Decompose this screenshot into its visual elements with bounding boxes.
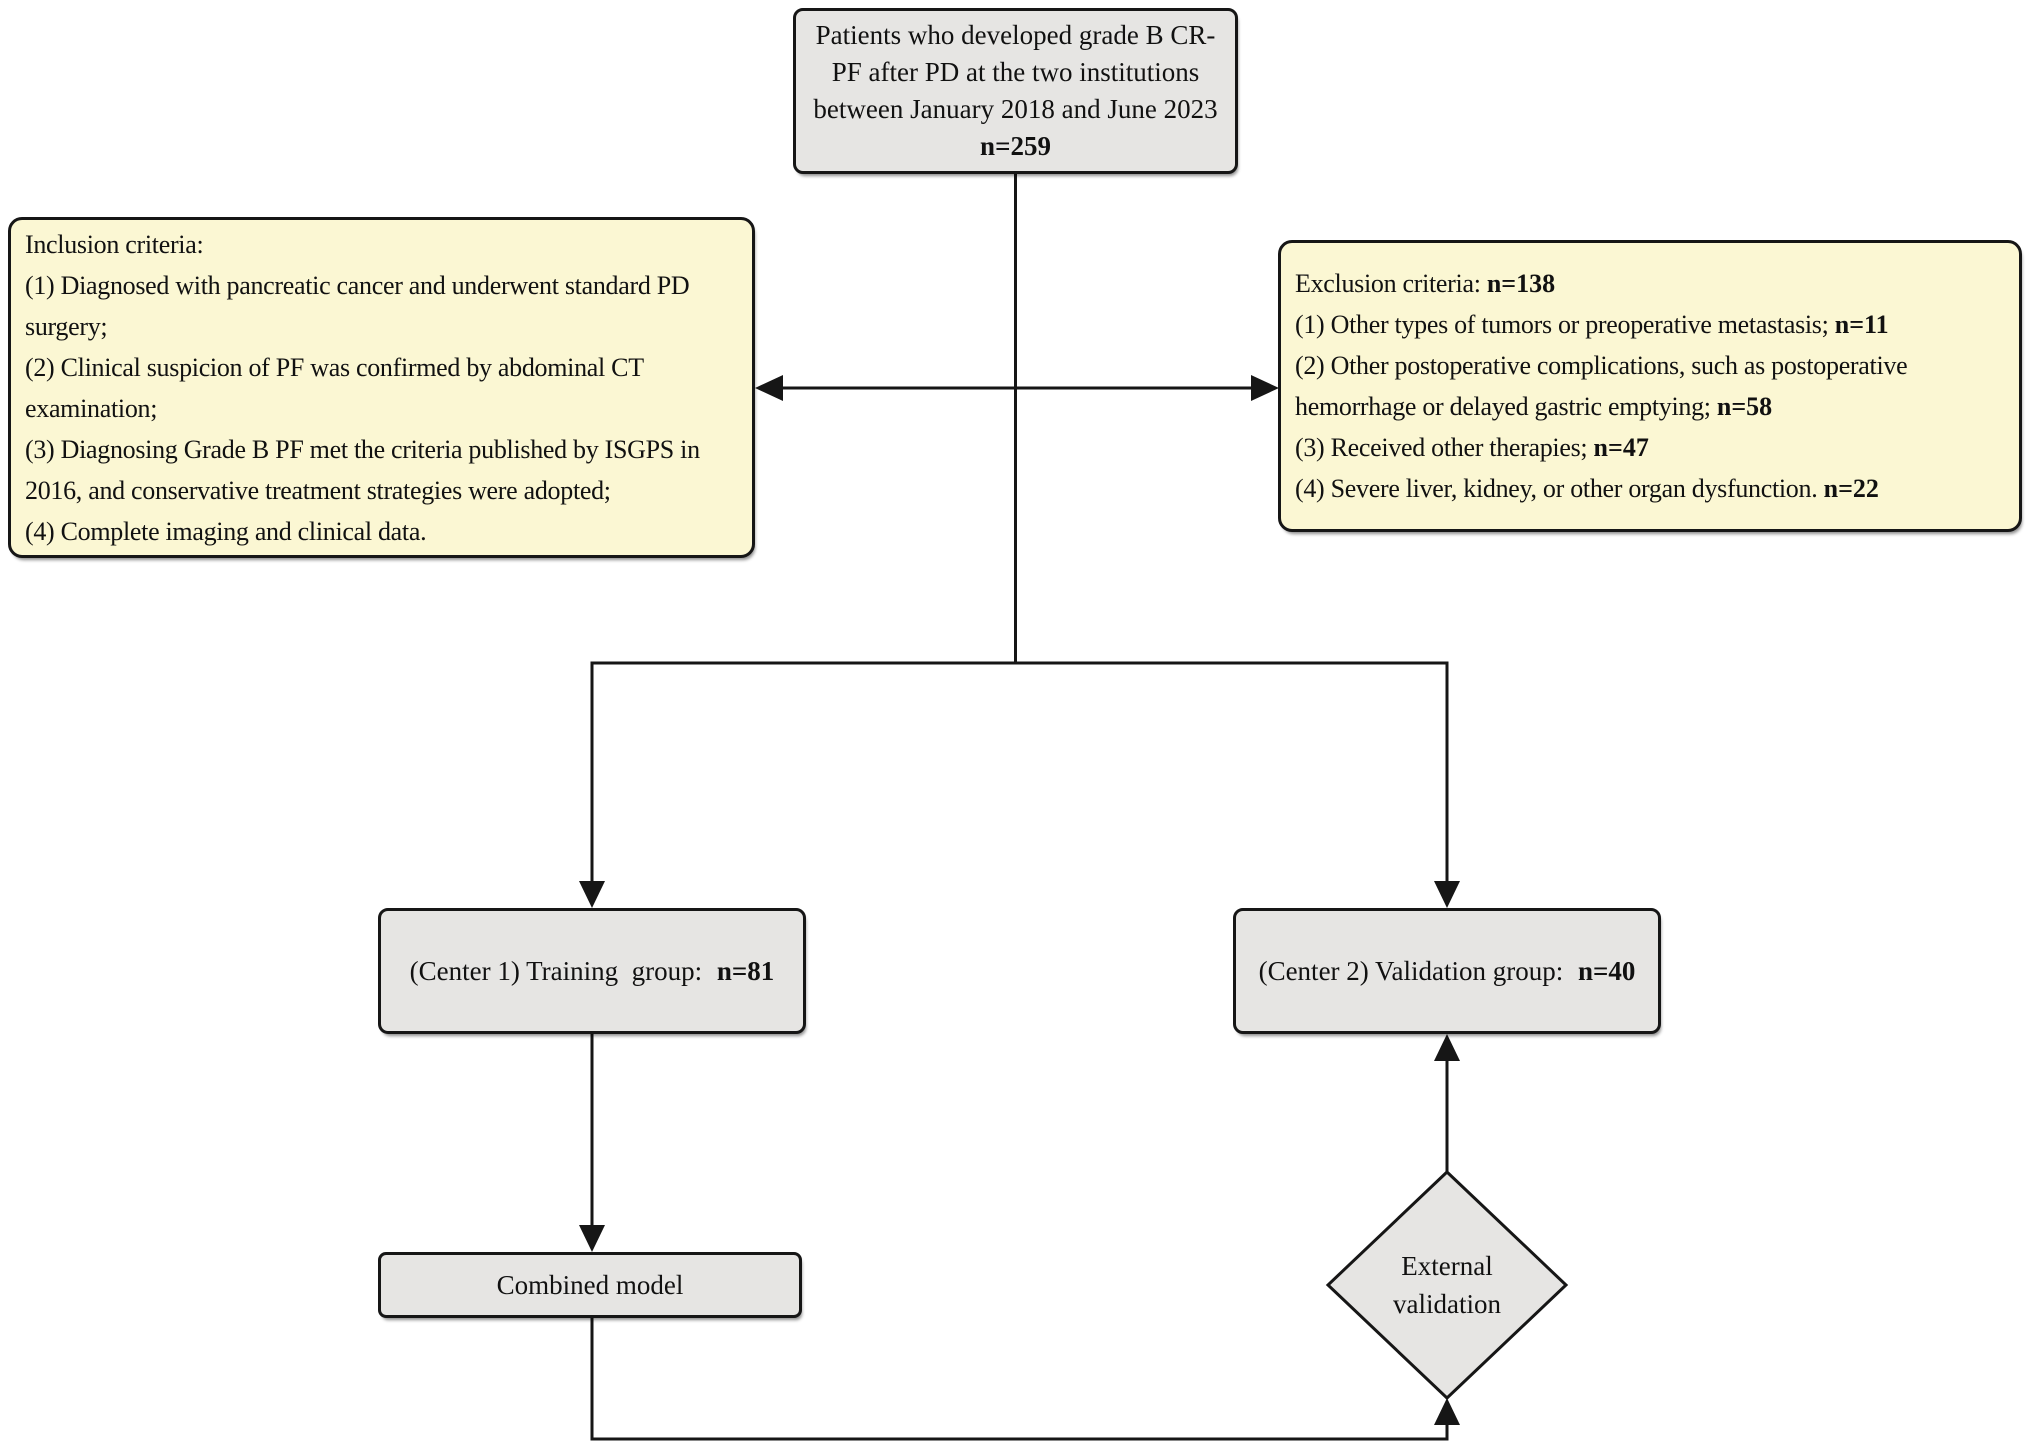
validation-group-count: n=40 <box>1578 955 1636 986</box>
exclusion-item-count: n=22 <box>1823 474 1879 503</box>
validation-group-label: (Center 2) Validation group: <box>1258 955 1571 986</box>
combined-model-label: Combined model <box>496 1269 684 1300</box>
exclusion-item: (3) Received other therapies; n=47 <box>1295 433 1649 462</box>
population-line: Patients who developed grade B CR- <box>815 20 1216 50</box>
exclusion-item: (2) Other postoperative complications, such as postoperative hemorrhage or delayed gastric emptying; n=58 <box>1295 351 1908 421</box>
inclusion-item: (4) Complete imaging and clinical data. <box>25 516 427 546</box>
arrowhead-into-training <box>579 881 605 908</box>
inclusion-item: (2) Clinical suspicion of PF was confirmed by abdominal CT examination; <box>25 352 644 423</box>
inclusion-title: Inclusion criteria: <box>25 229 204 259</box>
arrowhead-up-into-validation <box>1434 1034 1460 1061</box>
external-validation-line2: validation <box>1393 1289 1501 1319</box>
arrowhead-left-to-inclusion <box>755 375 783 401</box>
exclusion-item-count: n=11 <box>1834 310 1889 339</box>
arrowhead-into-combined <box>579 1225 605 1252</box>
connector-combined-to-diamond <box>592 1317 1447 1439</box>
connector-branch <box>592 663 1447 884</box>
inclusion-item: (1) Diagnosed with pancreatic cancer and underwent standard PD surgery; <box>25 270 690 341</box>
population-line: PF after PD at the two institutions <box>831 57 1200 87</box>
exclusion-title-text: Exclusion criteria: <box>1295 269 1481 298</box>
combined-model-box <box>378 1252 802 1318</box>
exclusion-item-count: n=47 <box>1593 433 1649 462</box>
external-validation-label <box>1327 1237 1567 1333</box>
training-group-box <box>378 908 806 1034</box>
training-group-label: (Center 1) Training group: <box>409 955 709 986</box>
population-box <box>793 8 1238 174</box>
population-n-count: n=259 <box>980 131 1051 161</box>
exclusion-item: (1) Other types of tumors or preoperative metastasis; n=11 <box>1295 310 1889 339</box>
exclusion-item-count: n=58 <box>1716 392 1773 421</box>
inclusion-criteria-box <box>8 217 755 558</box>
arrowhead-into-validation <box>1434 881 1460 908</box>
exclusion-item: (4) Severe liver, kidney, or other organ dysfunction. n=22 <box>1295 474 1879 503</box>
exclusion-title <box>1295 263 2005 304</box>
training-group-count: n=81 <box>716 955 775 986</box>
external-validation-line1: External <box>1401 1251 1493 1281</box>
exclusion-criteria-box <box>1278 240 2022 532</box>
exclusion-title-count: n=138 <box>1486 269 1556 298</box>
validation-group-box <box>1233 908 1661 1034</box>
population-line: between January 2018 and June 2023 <box>813 94 1218 124</box>
arrowhead-right-to-exclusion <box>1251 375 1279 401</box>
inclusion-item: (3) Diagnosing Grade B PF met the criteria published by ISGPS in 2016, and conservative treatment strategies were adopted; <box>25 434 700 505</box>
arrowhead-up-into-diamond <box>1434 1398 1460 1425</box>
